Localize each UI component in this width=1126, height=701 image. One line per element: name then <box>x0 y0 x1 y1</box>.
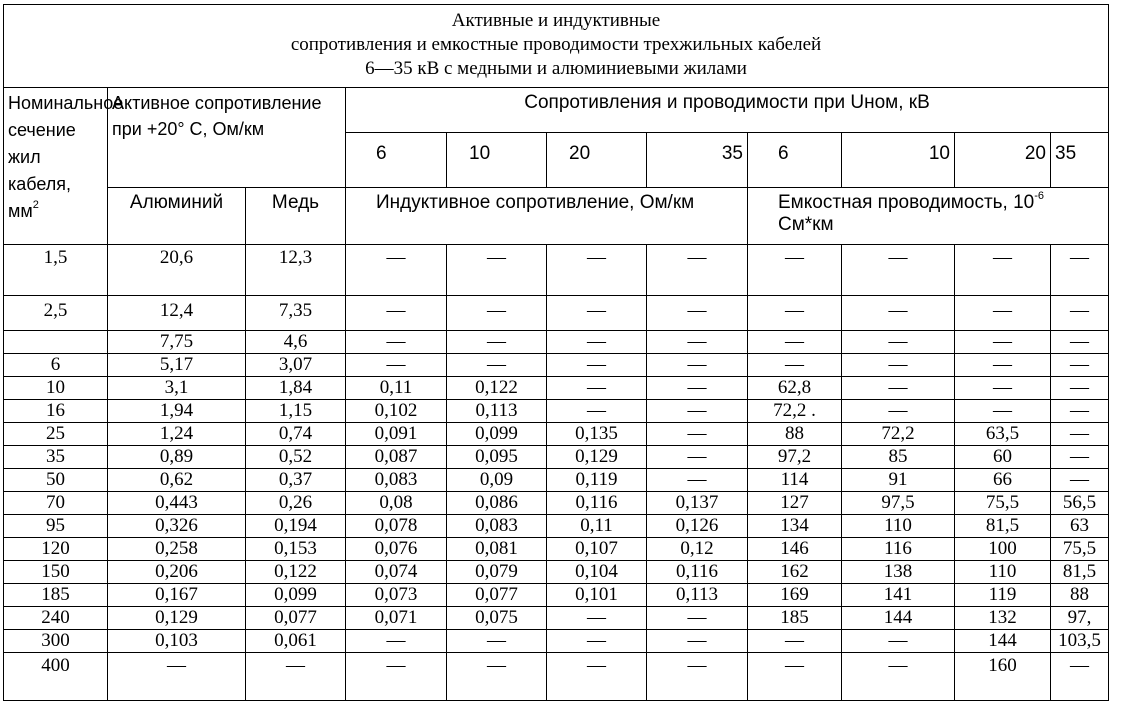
value-cell: — <box>1051 354 1109 377</box>
value-cell: — <box>547 377 647 400</box>
value-cell: — <box>447 245 547 296</box>
active-resistance-header: Активное сопротивление при +20° С, Ом/км <box>108 88 346 188</box>
table-row <box>4 377 1109 400</box>
value-cell: 1,94 <box>108 400 246 423</box>
value-cell: 0,074 <box>346 561 447 584</box>
title-row <box>4 5 1109 88</box>
value-cell: 97,2 <box>748 446 842 469</box>
value-cell: 0,12 <box>647 538 748 561</box>
value-cell: 110 <box>955 561 1051 584</box>
value-cell: — <box>842 653 955 701</box>
table-row <box>4 607 1109 630</box>
value-cell: 160 <box>955 653 1051 701</box>
value-cell: 88 <box>748 423 842 446</box>
value-cell: 169 <box>748 584 842 607</box>
value-cell: 134 <box>748 515 842 538</box>
value-cell: — <box>842 377 955 400</box>
value-cell: — <box>647 423 748 446</box>
value-cell: 5,17 <box>108 354 246 377</box>
value-cell: 162 <box>748 561 842 584</box>
value-cell: — <box>547 607 647 630</box>
value-cell: 97,5 <box>842 492 955 515</box>
cable-parameters-table <box>3 4 1109 701</box>
value-cell: 3,07 <box>246 354 346 377</box>
value-cell: — <box>108 653 246 701</box>
value-cell: — <box>748 245 842 296</box>
value-cell: 0,126 <box>647 515 748 538</box>
value-cell: — <box>1051 400 1109 423</box>
value-cell: — <box>842 354 955 377</box>
table-body <box>4 245 1109 701</box>
value-cell: 144 <box>842 607 955 630</box>
value-cell: — <box>547 630 647 653</box>
value-cell: — <box>647 653 748 701</box>
value-cell: — <box>346 331 447 354</box>
value-cell: — <box>447 653 547 701</box>
section-cell: 2,5 <box>4 296 108 331</box>
value-cell: 0,101 <box>547 584 647 607</box>
voltage-cell: 20 <box>955 133 1051 188</box>
value-cell: — <box>246 653 346 701</box>
value-cell: — <box>647 400 748 423</box>
value-cell: — <box>346 653 447 701</box>
value-cell: — <box>842 630 955 653</box>
value-cell: 0,102 <box>346 400 447 423</box>
voltage-cell: 35 <box>647 133 748 188</box>
section-cell: 35 <box>4 446 108 469</box>
value-cell: 1,84 <box>246 377 346 400</box>
value-cell: — <box>748 653 842 701</box>
value-cell: 185 <box>748 607 842 630</box>
value-cell: — <box>346 630 447 653</box>
section-cell: 6 <box>4 354 108 377</box>
value-cell: 0,129 <box>547 446 647 469</box>
value-cell: 0,258 <box>108 538 246 561</box>
voltage-cell: 35 <box>1051 133 1109 188</box>
table-row <box>4 331 1109 354</box>
value-cell: 132 <box>955 607 1051 630</box>
value-cell: 60 <box>955 446 1051 469</box>
value-cell: — <box>955 377 1051 400</box>
value-cell: 0,153 <box>246 538 346 561</box>
parameters-header: Сопротивления и проводимости при Uном, кВ <box>346 88 1109 133</box>
value-cell: — <box>547 245 647 296</box>
value-cell: 0,206 <box>108 561 246 584</box>
value-cell: 0,075 <box>447 607 547 630</box>
value-cell: 7,35 <box>246 296 346 331</box>
value-cell: 0,091 <box>346 423 447 446</box>
value-cell: 100 <box>955 538 1051 561</box>
value-cell: 141 <box>842 584 955 607</box>
value-cell: — <box>346 245 447 296</box>
value-cell: 0,122 <box>447 377 547 400</box>
value-cell: — <box>346 296 447 331</box>
value-cell: — <box>1051 377 1109 400</box>
value-cell: 0,443 <box>108 492 246 515</box>
value-cell: 144 <box>955 630 1051 653</box>
value-cell: 0,071 <box>346 607 447 630</box>
table-row <box>4 538 1109 561</box>
value-cell: — <box>1051 245 1109 296</box>
voltage-cell: 20 <box>547 133 647 188</box>
value-cell: 81,5 <box>1051 561 1109 584</box>
value-cell: 0,09 <box>447 469 547 492</box>
value-cell: — <box>547 296 647 331</box>
voltage-cell: 10 <box>842 133 955 188</box>
value-cell: — <box>547 354 647 377</box>
value-cell: — <box>547 331 647 354</box>
value-cell: 0,137 <box>647 492 748 515</box>
value-cell: 0,194 <box>246 515 346 538</box>
value-cell: 146 <box>748 538 842 561</box>
table-row <box>4 492 1109 515</box>
value-cell: 1,15 <box>246 400 346 423</box>
value-cell: — <box>842 331 955 354</box>
table-title <box>4 5 1109 88</box>
value-cell: — <box>647 630 748 653</box>
value-cell: — <box>447 296 547 331</box>
value-cell: — <box>447 630 547 653</box>
value-cell: — <box>346 354 447 377</box>
section-cell <box>4 331 108 354</box>
value-cell: 0,11 <box>346 377 447 400</box>
value-cell: 4,6 <box>246 331 346 354</box>
value-cell: 72,2 . <box>748 400 842 423</box>
section-cell: 400 <box>4 653 108 701</box>
value-cell: — <box>1051 331 1109 354</box>
value-cell: — <box>547 653 647 701</box>
value-cell: — <box>647 245 748 296</box>
section-cell: 185 <box>4 584 108 607</box>
value-cell: — <box>447 331 547 354</box>
value-cell: — <box>955 400 1051 423</box>
value-cell: 110 <box>842 515 955 538</box>
value-cell: — <box>955 296 1051 331</box>
value-cell: — <box>647 469 748 492</box>
value-cell: — <box>547 400 647 423</box>
value-cell: 138 <box>842 561 955 584</box>
value-cell: — <box>1051 653 1109 701</box>
value-cell: — <box>748 331 842 354</box>
value-cell: 1,24 <box>108 423 246 446</box>
value-cell: 0,326 <box>108 515 246 538</box>
value-cell: 12,3 <box>246 245 346 296</box>
voltage-cell: 10 <box>447 133 547 188</box>
value-cell: 0,073 <box>346 584 447 607</box>
value-cell: 3,1 <box>108 377 246 400</box>
table-row <box>4 561 1109 584</box>
value-cell: 0,107 <box>547 538 647 561</box>
section-cell: 50 <box>4 469 108 492</box>
value-cell: 0,099 <box>447 423 547 446</box>
value-cell: 127 <box>748 492 842 515</box>
table-row <box>4 515 1109 538</box>
table-row <box>4 354 1109 377</box>
value-cell: — <box>647 607 748 630</box>
table-row <box>4 296 1109 331</box>
value-cell: 0,104 <box>547 561 647 584</box>
capacitive-conductance-header: Емкостная проводимость, $10^{-6}$ См*км <box>748 188 1109 245</box>
value-cell: 0,087 <box>346 446 447 469</box>
value-cell: 20,6 <box>108 245 246 296</box>
section-cell: 150 <box>4 561 108 584</box>
value-cell: — <box>955 331 1051 354</box>
value-cell: 0,083 <box>447 515 547 538</box>
table-row <box>4 245 1109 296</box>
section-cell: 95 <box>4 515 108 538</box>
value-cell: 0,077 <box>246 607 346 630</box>
value-cell: 0,62 <box>108 469 246 492</box>
value-cell: 119 <box>955 584 1051 607</box>
value-cell: — <box>748 630 842 653</box>
header-row-3 <box>4 188 1109 245</box>
section-cell: 16 <box>4 400 108 423</box>
value-cell: 0,74 <box>246 423 346 446</box>
value-cell: — <box>842 400 955 423</box>
value-cell: 116 <box>842 538 955 561</box>
section-cell: 1,5 <box>4 245 108 296</box>
section-cell: 300 <box>4 630 108 653</box>
value-cell: 0,086 <box>447 492 547 515</box>
value-cell: 85 <box>842 446 955 469</box>
value-cell: 0,37 <box>246 469 346 492</box>
value-cell: 0,078 <box>346 515 447 538</box>
value-cell: 0,135 <box>547 423 647 446</box>
value-cell: — <box>647 377 748 400</box>
section-cell: 25 <box>4 423 108 446</box>
value-cell: — <box>955 354 1051 377</box>
value-cell: 72,2 <box>842 423 955 446</box>
value-cell: — <box>1051 446 1109 469</box>
value-cell: 56,5 <box>1051 492 1109 515</box>
value-cell: — <box>647 446 748 469</box>
value-cell: 0,079 <box>447 561 547 584</box>
header-row-1 <box>4 88 1109 133</box>
value-cell: 0,116 <box>547 492 647 515</box>
section-cell: 120 <box>4 538 108 561</box>
table-row <box>4 584 1109 607</box>
value-cell: — <box>748 354 842 377</box>
value-cell: 63 <box>1051 515 1109 538</box>
value-cell: 0,167 <box>108 584 246 607</box>
voltage-cell: 6 <box>346 133 447 188</box>
value-cell: 0,122 <box>246 561 346 584</box>
voltage-cell: 6 <box>748 133 842 188</box>
value-cell: 0,099 <box>246 584 346 607</box>
title-line-1: Активные и индуктивные <box>451 10 661 31</box>
table-row <box>4 400 1109 423</box>
section-cell: 240 <box>4 607 108 630</box>
value-cell: 0,081 <box>447 538 547 561</box>
table-row <box>4 630 1109 653</box>
value-cell: — <box>842 296 955 331</box>
value-cell: — <box>955 245 1051 296</box>
value-cell: 91 <box>842 469 955 492</box>
value-cell: 0,083 <box>346 469 447 492</box>
value-cell: — <box>1051 296 1109 331</box>
value-cell: 114 <box>748 469 842 492</box>
value-cell: 0,077 <box>447 584 547 607</box>
value-cell: — <box>647 354 748 377</box>
value-cell: 103,5 <box>1051 630 1109 653</box>
value-cell: 62,8 <box>748 377 842 400</box>
value-cell: 0,129 <box>108 607 246 630</box>
value-cell: 0,076 <box>346 538 447 561</box>
value-cell: — <box>1051 423 1109 446</box>
value-cell: 0,095 <box>447 446 547 469</box>
section-cell: 70 <box>4 492 108 515</box>
value-cell: 0,113 <box>447 400 547 423</box>
table-row <box>4 653 1109 701</box>
value-cell: 0,103 <box>108 630 246 653</box>
section-cell: 10 <box>4 377 108 400</box>
value-cell: — <box>447 354 547 377</box>
title-line-2: сопротивления и емкостные проводимости трехжильных кабелей <box>290 34 822 55</box>
value-cell: 97, <box>1051 607 1109 630</box>
section-header: Номинальное сечение жил кабеля, $мм^2$ <box>4 88 108 245</box>
value-cell: 0,061 <box>246 630 346 653</box>
value-cell: 0,26 <box>246 492 346 515</box>
value-cell: 0,116 <box>647 561 748 584</box>
table-row <box>4 446 1109 469</box>
value-cell: 0,52 <box>246 446 346 469</box>
value-cell: 81,5 <box>955 515 1051 538</box>
value-cell: — <box>647 331 748 354</box>
copper-header: Медь <box>246 188 346 245</box>
title-line-3: 6—35 кВ с медными и алюминиевыми жилами <box>365 58 747 79</box>
value-cell: 0,119 <box>547 469 647 492</box>
aluminum-header: Алюминий <box>108 188 246 245</box>
value-cell: — <box>748 296 842 331</box>
value-cell: — <box>842 245 955 296</box>
value-cell: 0,11 <box>547 515 647 538</box>
table-row <box>4 423 1109 446</box>
value-cell: 75,5 <box>955 492 1051 515</box>
value-cell: 88 <box>1051 584 1109 607</box>
value-cell: 0,113 <box>647 584 748 607</box>
value-cell: 75,5 <box>1051 538 1109 561</box>
value-cell: — <box>1051 469 1109 492</box>
table-row <box>4 469 1109 492</box>
value-cell: 63,5 <box>955 423 1051 446</box>
value-cell: 66 <box>955 469 1051 492</box>
value-cell: 12,4 <box>108 296 246 331</box>
inductive-resistance-header: Индуктивное сопротивление, Ом/км <box>346 188 748 245</box>
value-cell: 7,75 <box>108 331 246 354</box>
value-cell: — <box>647 296 748 331</box>
value-cell: 0,08 <box>346 492 447 515</box>
value-cell: 0,89 <box>108 446 246 469</box>
